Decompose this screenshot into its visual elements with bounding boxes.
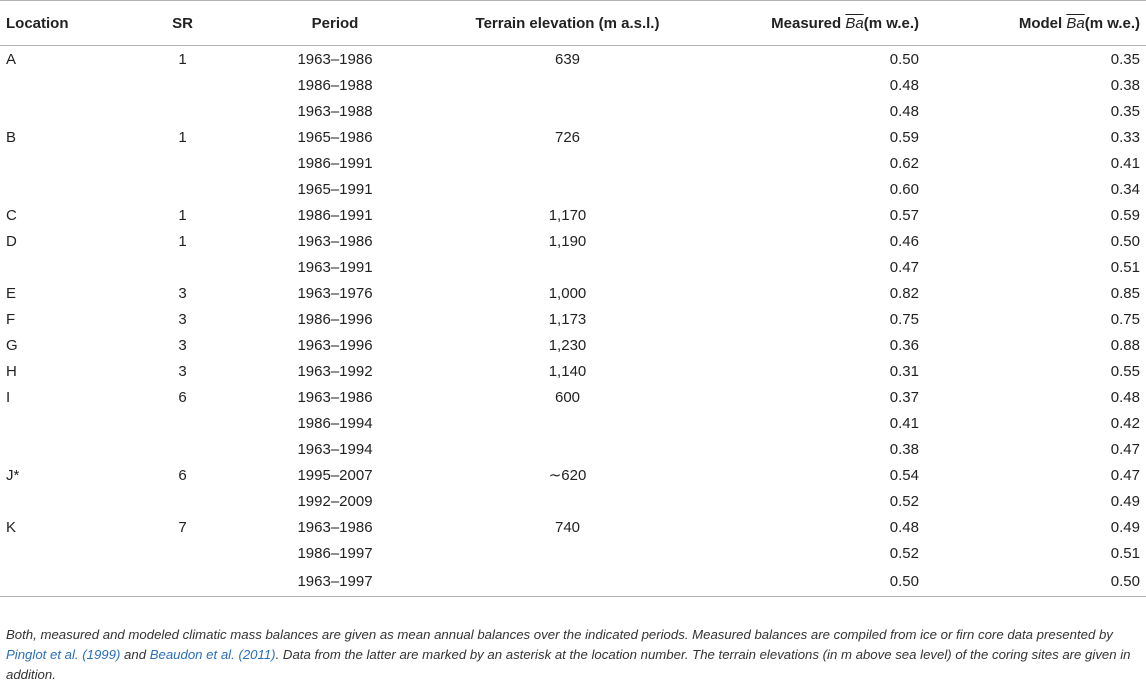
cell-elevation: [435, 254, 700, 280]
cell-location: D: [6, 232, 17, 250]
cell-model: 0.38: [1110, 76, 1140, 94]
cell-elevation: 1,230: [548, 336, 587, 354]
cell-elevation: 600: [554, 388, 581, 406]
table-row: [0, 306, 1146, 332]
cell-location: A: [6, 50, 17, 68]
cell-model: 0.51: [1110, 258, 1140, 276]
cell-location: [0, 436, 130, 462]
cell-sr: 1: [178, 206, 187, 224]
footnote-text-2: and: [120, 647, 150, 662]
cell-model: 0.33: [1110, 128, 1140, 146]
cell-sr: [130, 72, 235, 98]
table-row: [0, 514, 1146, 540]
cell-sr: [130, 436, 235, 462]
cell-elevation: [435, 150, 700, 176]
cell-period: 1963–1986: [297, 50, 373, 68]
cell-model: 0.47: [1110, 466, 1140, 484]
cell-model: 0.35: [1110, 102, 1140, 120]
cell-sr: [130, 98, 235, 124]
cell-sr: [130, 254, 235, 280]
cell-sr: [130, 566, 235, 597]
cell-measured: 0.46: [889, 232, 919, 250]
cell-period: 1963–1986: [297, 518, 373, 536]
cell-location: [0, 540, 130, 566]
cell-location: G: [6, 336, 18, 354]
cell-sr: [130, 150, 235, 176]
cell-period: 1992–2009: [297, 492, 373, 510]
cell-period: 1963–1994: [297, 440, 373, 458]
cell-model: 0.59: [1110, 206, 1140, 224]
table-row: [0, 540, 1146, 566]
cell-model: 0.50: [925, 566, 1146, 597]
cell-location: J*: [6, 466, 20, 484]
header-model-prefix: Model: [1018, 14, 1067, 32]
table-row: [0, 384, 1146, 410]
cell-location: [0, 566, 130, 597]
cell-elevation: [435, 436, 700, 462]
cell-measured: 0.52: [889, 544, 919, 562]
cell-elevation: [435, 540, 700, 566]
cell-period: 1986–1997: [297, 544, 373, 562]
cell-location: [0, 150, 130, 176]
cell-measured: 0.47: [889, 258, 919, 276]
table-footnote: [6, 625, 1136, 685]
cell-sr: [130, 540, 235, 566]
table-row: [0, 254, 1146, 280]
cell-period: 1986–1994: [297, 414, 373, 432]
cell-period: 1986–1988: [297, 76, 373, 94]
cell-model: 0.55: [1110, 362, 1140, 380]
header-model-symbol: $\overline{Ba}$: [1066, 14, 1085, 32]
footnote-ref-beaudon[interactable]: Beaudon et al. (2011): [149, 647, 276, 662]
footnote-text-3: . Data from the latter are marked by an asterisk at the location number. The terrain elevations (in m above sea level) of the coring sites are given in addition.: [6, 647, 1131, 682]
cell-elevation: 1,173: [548, 310, 587, 328]
table-row: [0, 566, 1146, 597]
cell-model: 0.47: [1110, 440, 1140, 458]
cell-period: 1963–1988: [297, 102, 373, 120]
cell-period: 1986–1991: [297, 154, 373, 172]
cell-sr: 7: [178, 518, 187, 536]
cell-model: 0.34: [1110, 180, 1140, 198]
cell-period: 1963–1986: [297, 232, 373, 250]
table-row: [0, 228, 1146, 254]
cell-location: [0, 488, 130, 514]
cell-elevation: 1,000: [548, 284, 587, 302]
cell-model: 0.42: [1110, 414, 1140, 432]
cell-model: 0.49: [1110, 518, 1140, 536]
table-row: [0, 176, 1146, 202]
cell-location: C: [6, 206, 17, 224]
header-model-unit: (m w.e.): [1084, 14, 1140, 32]
cell-location: I: [6, 388, 11, 406]
table-row: [0, 72, 1146, 98]
cell-elevation: 726: [554, 128, 581, 146]
cell-sr: 3: [178, 284, 187, 302]
cell-sr: 1: [178, 232, 187, 250]
table-row: [0, 332, 1146, 358]
cell-model: 0.50: [1110, 232, 1140, 250]
header-sr: SR: [130, 1, 235, 46]
cell-period: 1995–2007: [297, 466, 373, 484]
header-location: Location: [0, 1, 130, 46]
cell-period: 1963–1997: [235, 566, 435, 597]
cell-sr: 1: [178, 128, 187, 146]
cell-measured: 0.31: [889, 362, 919, 380]
cell-model: 0.41: [1110, 154, 1140, 172]
table-row: [0, 150, 1146, 176]
cell-measured: 0.48: [889, 518, 919, 536]
table-row: [0, 202, 1146, 228]
cell-elevation: [435, 410, 700, 436]
cell-measured: 0.82: [889, 284, 919, 302]
cell-model: 0.48: [1110, 388, 1140, 406]
footnote-ref-pinglot[interactable]: Pinglot et al. (1999): [6, 647, 121, 662]
cell-measured: 0.38: [889, 440, 919, 458]
cell-measured: 0.54: [889, 466, 919, 484]
table-row: [0, 410, 1146, 436]
header-measured: [700, 1, 925, 46]
table-row: [0, 358, 1146, 384]
cell-sr: [130, 176, 235, 202]
cell-sr: 6: [178, 466, 187, 484]
cell-location: E: [6, 284, 17, 302]
cell-location: [0, 72, 130, 98]
cell-sr: 3: [178, 310, 187, 328]
cell-measured: 0.50: [889, 50, 919, 68]
cell-model: 0.75: [1110, 310, 1140, 328]
cell-sr: 3: [178, 336, 187, 354]
table-row: [0, 124, 1146, 150]
cell-elevation: ∼620: [548, 467, 587, 484]
cell-measured: 0.60: [889, 180, 919, 198]
cell-elevation: [435, 488, 700, 514]
cell-measured: 0.52: [889, 492, 919, 510]
table-row: [0, 436, 1146, 462]
header-model: [925, 1, 1146, 46]
cell-measured: 0.59: [889, 128, 919, 146]
cell-measured: 0.50: [700, 566, 925, 597]
cell-elevation: [435, 72, 700, 98]
cell-period: 1963–1986: [297, 388, 373, 406]
header-measured-unit: (m w.e.): [863, 14, 919, 32]
cell-period: 1963–1991: [297, 258, 373, 276]
cell-elevation: 1,190: [548, 232, 587, 250]
cell-measured: 0.41: [889, 414, 919, 432]
cell-period: 1965–1991: [297, 180, 373, 198]
cell-elevation: 639: [554, 50, 581, 68]
table-row: [0, 46, 1146, 73]
cell-location: F: [6, 310, 16, 328]
table-body: [0, 46, 1146, 597]
cell-elevation: 740: [554, 518, 581, 536]
cell-elevation: [435, 566, 700, 597]
cell-sr: 3: [178, 362, 187, 380]
cell-measured: 0.37: [889, 388, 919, 406]
cell-measured: 0.75: [889, 310, 919, 328]
cell-period: 1965–1986: [297, 128, 373, 146]
cell-period: 1986–1991: [297, 206, 373, 224]
cell-model: 0.49: [1110, 492, 1140, 510]
cell-location: [0, 176, 130, 202]
cell-sr: 6: [178, 388, 187, 406]
cell-elevation: 1,140: [548, 362, 587, 380]
cell-sr: 1: [178, 50, 187, 68]
cell-location: B: [6, 128, 17, 146]
header-row: [0, 1, 1146, 46]
cell-period: 1986–1996: [297, 310, 373, 328]
table-row: [0, 280, 1146, 306]
header-measured-symbol: $\overline{Ba}$: [845, 14, 864, 32]
table-row: [0, 488, 1146, 514]
table-row: [0, 98, 1146, 124]
cell-period: 1963–1996: [297, 336, 373, 354]
cell-model: 0.51: [1110, 544, 1140, 562]
cell-location: H: [6, 362, 17, 380]
cell-model: 0.88: [1110, 336, 1140, 354]
header-period: Period: [235, 1, 435, 46]
cell-model: 0.35: [1110, 50, 1140, 68]
cell-measured: 0.48: [889, 76, 919, 94]
cell-elevation: [435, 176, 700, 202]
cell-period: 1963–1992: [297, 362, 373, 380]
table-row: [0, 462, 1146, 488]
cell-measured: 0.57: [889, 206, 919, 224]
header-measured-prefix: Measured: [771, 14, 846, 32]
cell-elevation: 1,170: [548, 206, 587, 224]
cell-location: K: [6, 518, 17, 536]
cell-measured: 0.48: [889, 102, 919, 120]
cell-elevation: [435, 98, 700, 124]
cell-location: [0, 98, 130, 124]
cell-sr: [130, 410, 235, 436]
cell-period: 1963–1976: [297, 284, 373, 302]
cell-sr: [130, 488, 235, 514]
footnote-text-1: Both, measured and modeled climatic mass balances are given as mean annual balances over the indicated periods. Measured balances are compiled from ice or firn core data presented by: [6, 627, 1113, 642]
cell-measured: 0.36: [889, 336, 919, 354]
header-elevation: Terrain elevation (m a.s.l.): [435, 1, 700, 46]
cell-location: [0, 254, 130, 280]
cell-location: [0, 410, 130, 436]
cell-measured: 0.62: [889, 154, 919, 172]
cell-model: 0.85: [1110, 284, 1140, 302]
